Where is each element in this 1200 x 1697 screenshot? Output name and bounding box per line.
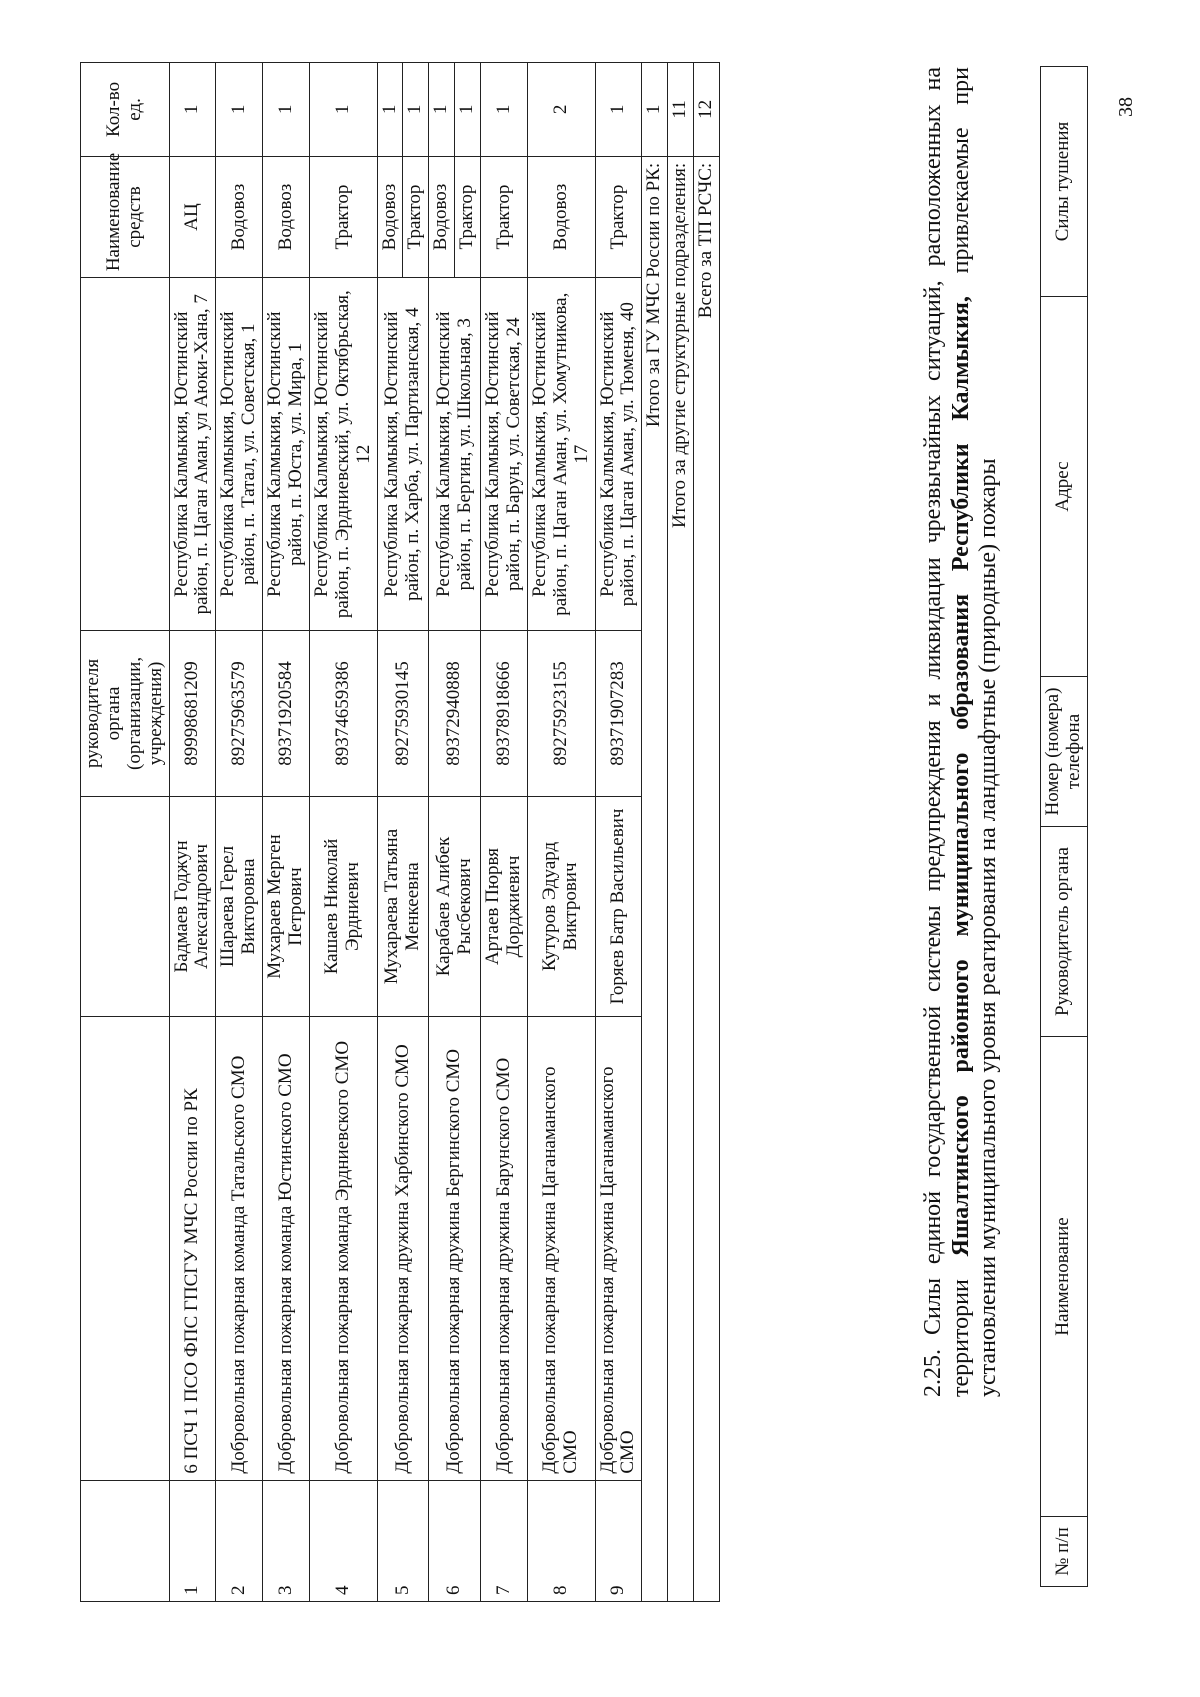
table-row — [429, 63, 455, 1602]
totals-label: Итого за другие структурные подразделения: — [668, 156, 694, 1601]
row-name: Добровольная пожарная дружина Цаганаманского СМО — [595, 1017, 642, 1480]
row-phone: 89378918666 — [481, 631, 528, 796]
row-number: 7 — [481, 1480, 528, 1601]
row-phone: 89374659386 — [309, 631, 377, 796]
header-phone: руководителя органа (организации, учреждения) — [81, 631, 170, 796]
row-name: Добровольная пожарная команда Эрдниевского СМО — [309, 1017, 377, 1480]
row-name: Добровольная пожарная дружина Харбинского СМО — [377, 1017, 429, 1480]
totals-row — [642, 63, 668, 1602]
row-phone: 89275930145 — [377, 631, 429, 796]
row-address: Республика Калмыкия, Юстинский район, п. Барун, ул. Советская, 24 — [481, 278, 528, 631]
table-row — [527, 63, 595, 1602]
row-head: Шараева Герел Викторовна — [216, 796, 263, 1017]
totals-row — [668, 63, 694, 1602]
row-phone: 89371907283 — [595, 631, 642, 796]
header-number — [81, 1480, 170, 1601]
totals-value: 1 — [642, 63, 668, 157]
table-header-row — [81, 63, 170, 1602]
row-quantity: 1 — [595, 63, 642, 157]
row-number: 3 — [263, 1480, 310, 1601]
row-quantity: 1 — [216, 63, 263, 157]
sub-header-head: Руководитель органа — [1041, 827, 1088, 1037]
row-quantity: 1 — [309, 63, 377, 157]
header-name — [81, 1017, 170, 1480]
row-number: 9 — [595, 1480, 642, 1601]
row-number: 1 — [169, 1480, 216, 1601]
row-phone: 89371920584 — [263, 631, 310, 796]
row-name: Добровольная пожарная дружина Бергинского СМО — [429, 1017, 481, 1480]
table-header-row — [1041, 67, 1088, 1587]
row-address: Республика Калмыкия, Юстинский район, п. Цаган Аман, ул. Хомутникова, 17 — [527, 278, 595, 631]
row-head: Кашаев Николай Эрдниевич — [309, 796, 377, 1017]
table-body — [169, 63, 719, 1602]
row-equipment: Водовоз — [527, 156, 595, 277]
table-row — [169, 63, 216, 1602]
row-quantity: 2 — [527, 63, 595, 157]
row-phone: 89998681209 — [169, 631, 216, 796]
row-head: Карабаев Алибек Рысбекович — [429, 796, 481, 1017]
row-equipment: Трактор — [455, 156, 481, 277]
row-equipment: Трактор — [595, 156, 642, 277]
row-equipment: Водовоз — [377, 156, 403, 277]
section-heading — [920, 67, 1003, 1397]
row-quantity: 1 — [377, 63, 403, 157]
row-number: 4 — [309, 1480, 377, 1601]
header-quantity: Кол-во ед. — [81, 63, 170, 157]
sub-header-forces: Силы тушения — [1041, 67, 1088, 297]
row-name: 6 ПСЧ 1 ПСО ФПС ГПСГУ МЧС России по РК — [169, 1017, 216, 1480]
totals-label: Итого за ГУ МЧС России по РК: — [642, 156, 668, 1601]
section-text-bold: Яшалтинского районного муниципального образования Республики Калмыкия, — [947, 296, 974, 1257]
row-name: Добровольная пожарная дружина Барунского СМО — [481, 1017, 528, 1480]
row-number: 8 — [527, 1480, 595, 1601]
row-phone: 89372940888 — [429, 631, 481, 796]
row-quantity: 1 — [403, 63, 429, 157]
row-address: Республика Калмыкия, Юстинский район, п. Эрдниевский, ул. Октябрьская, 12 — [309, 278, 377, 631]
row-head: Мухараева Татьяна Менкеевна — [377, 796, 429, 1017]
sub-header-name: Наименование — [1041, 1037, 1088, 1517]
row-head: Мухараев Мерген Петрович — [263, 796, 310, 1017]
totals-row — [694, 63, 720, 1602]
row-equipment: Трактор — [403, 156, 429, 277]
table-row — [377, 63, 403, 1602]
totals-value: 12 — [694, 63, 720, 157]
row-address: Республика Калмыкия, Юстинский район, п. Цаган Аман, ул Аюки-Хана, 7 — [169, 278, 216, 631]
row-address: Республика Калмыкия, Юстинский район, п. Бергин, ул. Школьная, 3 — [429, 278, 481, 631]
totals-label: Всего за ТП РСЧС: — [694, 156, 720, 1601]
table-row — [595, 63, 642, 1602]
row-address: Республика Калмыкия, Юстинский район, п. Татал, ул. Советская, 1 — [216, 278, 263, 631]
header-equipment: Наименование средств — [81, 156, 170, 277]
table-row — [263, 63, 310, 1602]
row-equipment: Трактор — [481, 156, 528, 277]
row-address: Республика Калмыкия, Юстинский район, п. Юста, ул. Мира, 1 — [263, 278, 310, 631]
sub-header-address: Адрес — [1041, 297, 1088, 677]
table-row — [309, 63, 377, 1602]
row-head: Артаев Пюрвя Дорджиевич — [481, 796, 528, 1017]
row-head: Кутуров Эдуард Виктрович — [527, 796, 595, 1017]
row-name: Добровольная пожарная команда Татальского СМО — [216, 1017, 263, 1480]
row-phone: 89275963579 — [216, 631, 263, 796]
sub-header-number: № п/п — [1041, 1517, 1088, 1587]
row-number: 5 — [377, 1480, 429, 1601]
table-row — [216, 63, 263, 1602]
page-number: 38 — [1115, 97, 1137, 117]
row-equipment: Водовоз — [429, 156, 455, 277]
row-quantity: 1 — [429, 63, 455, 157]
table-row — [481, 63, 528, 1602]
section-text-start: 2.25. Силы единой государственной системы предупреждения и ликвидации чрезвычайных ситуаций, расположенных на территории — [920, 67, 974, 1397]
row-equipment: Трактор — [309, 156, 377, 277]
sub-header-phone: Номер (номера) телефона — [1041, 677, 1088, 827]
section-text-end: привлекаемые при установлении муниципального уровня реагирования на ландшафтные (природные) пожары — [947, 67, 1002, 1397]
row-number: 2 — [216, 1480, 263, 1601]
row-equipment: Водовоз — [216, 156, 263, 277]
totals-value: 11 — [668, 63, 694, 157]
forces-table — [80, 62, 720, 1602]
row-head: Горяев Батр Васильевич — [595, 796, 642, 1017]
row-head: Бадмаев Годжун Александрович — [169, 796, 216, 1017]
row-quantity: 1 — [169, 63, 216, 157]
row-address: Республика Калмыкия, Юстинский район, п. Цаган Аман, ул. Тюменя, 40 — [595, 278, 642, 631]
row-address: Республика Калмыкия, Юстинский район, п. Харба, ул. Партизанская, 4 — [377, 278, 429, 631]
row-quantity: 1 — [455, 63, 481, 157]
row-quantity: 1 — [263, 63, 310, 157]
row-name: Добровольная пожарная дружина Цаганаманского СМО — [527, 1017, 595, 1480]
row-number: 6 — [429, 1480, 481, 1601]
row-phone: 89275923155 — [527, 631, 595, 796]
row-equipment: АЦ — [169, 156, 216, 277]
header-address — [81, 278, 170, 631]
row-name: Добровольная пожарная команда Юстинского СМО — [263, 1017, 310, 1480]
header-head — [81, 796, 170, 1017]
row-equipment: Водовоз — [263, 156, 310, 277]
row-quantity: 1 — [481, 63, 528, 157]
forces-table-2-header — [1040, 66, 1088, 1587]
